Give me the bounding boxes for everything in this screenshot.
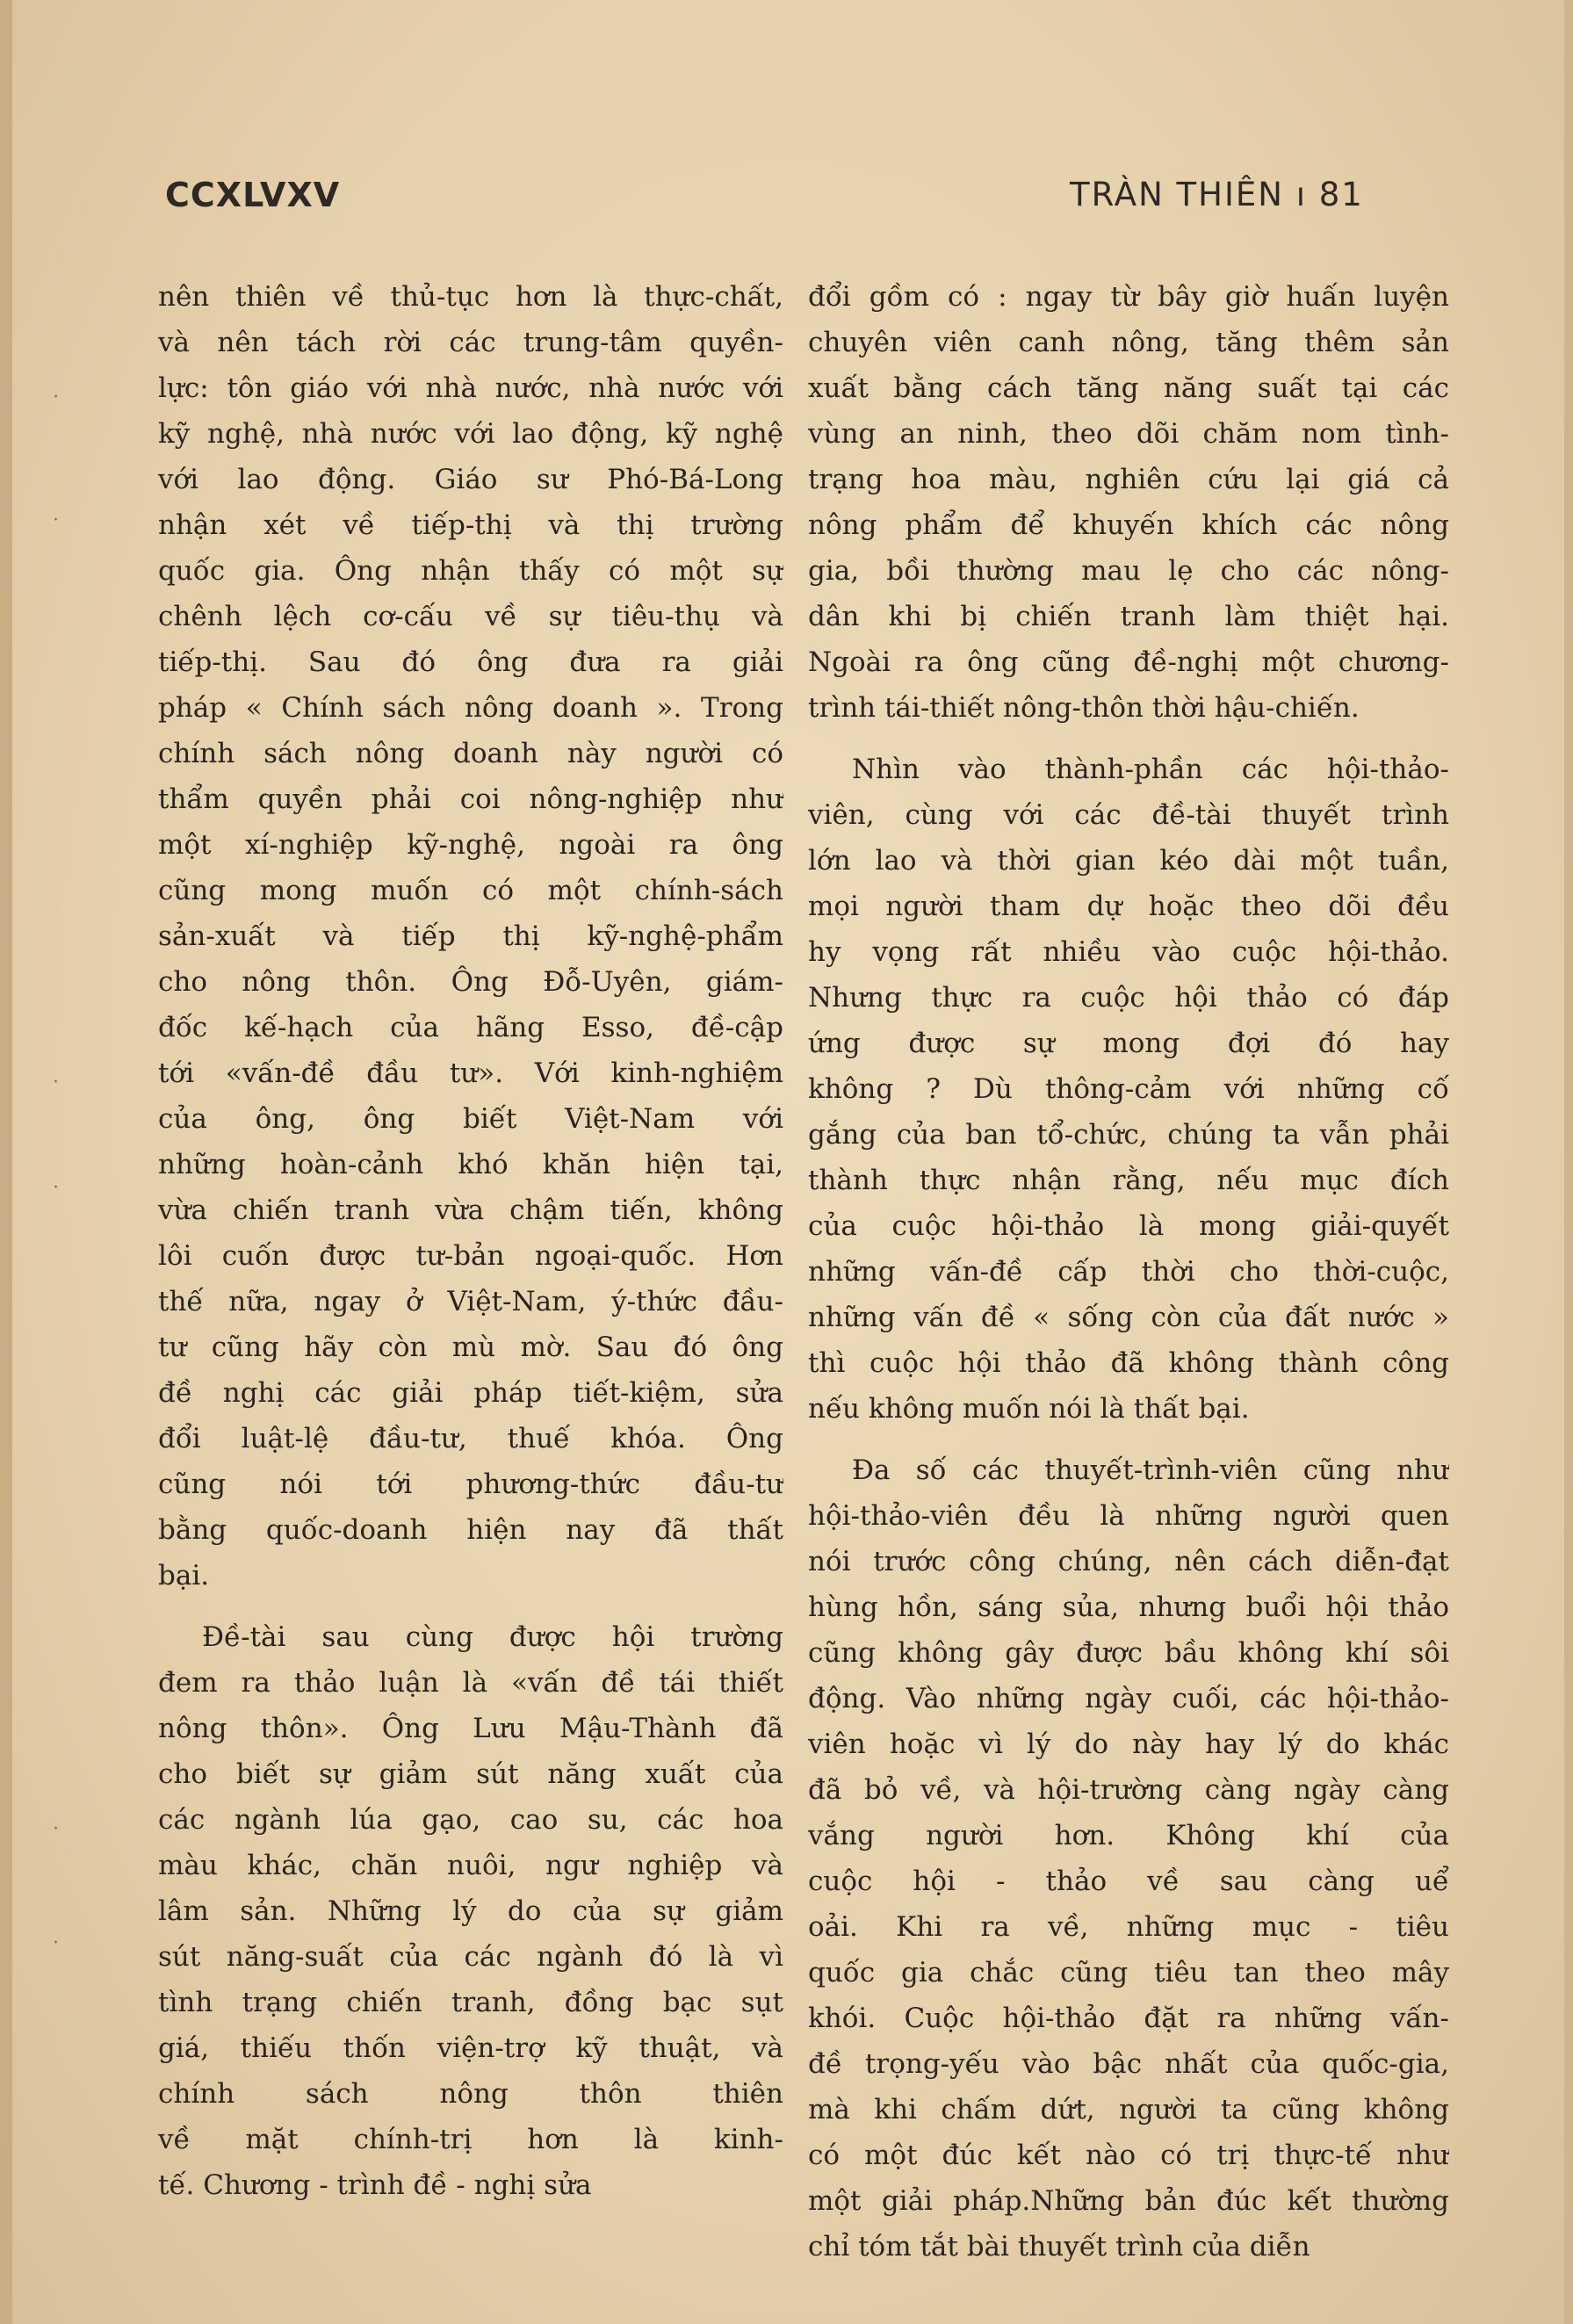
text-line: lôi cuốn được tư-bản ngoại-quốc. Hơn xyxy=(158,1240,783,1272)
text-line: lực: tôn giáo với nhà nước, nhà nước với xyxy=(158,372,783,404)
text-line: nên thiên về thủ-tục hơn là thực-chất, xyxy=(158,281,783,313)
text-line: của ông, ông biết Việt-Nam với xyxy=(158,1103,783,1135)
text-line: nói trước công chúng, nên cách diễn-đạt xyxy=(808,1546,1449,1577)
text-line: viên, cùng với các đề-tài thuyết trình xyxy=(808,799,1449,831)
text-line: có một đúc kết nào có trị thực-tế như xyxy=(808,2140,1449,2171)
text-line: vắng người hơn. Không khí của xyxy=(808,1820,1449,1851)
text-line: xuất bằng cách tăng năng suất tại các xyxy=(808,372,1449,404)
text-line: đổi luật-lệ đầu-tư, thuế khóa. Ông xyxy=(158,1423,783,1454)
text-line: tiếp-thị. Sau đó ông đưa ra giải xyxy=(158,646,783,678)
page-right-edge xyxy=(1564,0,1573,2324)
text-line: một giải pháp.Những bản đúc kết thường xyxy=(808,2185,1449,2217)
paragraph xyxy=(808,274,1449,731)
running-header-left: CCXLVXV xyxy=(165,176,341,214)
text-line: vừa chiến tranh vừa chậm tiến, không xyxy=(158,1194,783,1226)
text-line: lớn lao và thời gian kéo dài một tuần, xyxy=(808,845,1449,877)
text-line: sản-xuất và tiếp thị kỹ-nghệ-phẩm xyxy=(158,920,783,952)
text-line: pháp « Chính sách nông doanh ». Trong xyxy=(158,692,783,724)
binding-hole-mark: · xyxy=(53,509,59,531)
binding-hole-mark: · xyxy=(53,1818,59,1840)
binding-hole-mark: · xyxy=(53,1072,59,1093)
text-line: màu khác, chăn nuôi, ngư nghiệp và xyxy=(158,1850,783,1881)
text-line: đốc kế-hạch của hãng Esso, đề-cập xyxy=(158,1012,783,1043)
text-line: chuyên viên canh nông, tăng thêm sản xyxy=(808,327,1449,358)
text-line: về mặt chính-trị hơn là kinh- xyxy=(158,2124,783,2155)
text-line: dân khi bị chiến tranh làm thiệt hại. xyxy=(808,601,1449,632)
text-line: Đề-tài sau cùng được hội trường xyxy=(202,1621,783,1653)
text-line: trạng hoa màu, nghiên cứu lại giá cả xyxy=(808,464,1449,495)
text-line: với lao động. Giáo sư Phó-Bá-Long xyxy=(158,464,783,495)
text-line: khói. Cuộc hội-thảo đặt ra những vấn- xyxy=(808,2003,1449,2034)
text-line: gia, bồi thường mau lẹ cho các nông- xyxy=(808,555,1449,587)
text-line: giá, thiếu thốn viện-trợ kỹ thuật, và xyxy=(158,2032,783,2064)
text-line: quốc gia chắc cũng tiêu tan theo mây xyxy=(808,1957,1449,1988)
text-line: quốc gia. Ông nhận thấy có một sự xyxy=(158,555,783,587)
text-line: một xí-nghiệp kỹ-nghệ, ngoài ra ông xyxy=(158,829,783,861)
text-line: nếu không muốn nói là thất bại. xyxy=(808,1393,1250,1425)
text-line: chính sách nông thôn thiên xyxy=(158,2078,783,2110)
text-line: cũng không gây được bầu không khí sôi xyxy=(808,1637,1449,1669)
text-line: những vấn-đề cấp thời cho thời-cuộc, xyxy=(808,1256,1449,1288)
page-left-edge xyxy=(0,0,12,2324)
text-line: những vấn đề « sống còn của đất nước » xyxy=(808,1302,1449,1333)
text-line: thế nữa, ngay ở Việt-Nam, ý-thức đầu- xyxy=(158,1286,783,1317)
text-line: chỉ tóm tắt bài thuyết trình của diễn xyxy=(808,2231,1310,2263)
text-line: đã bỏ về, và hội-trường càng ngày càng xyxy=(808,1774,1449,1806)
text-line: Nhưng thực ra cuộc hội thảo có đáp xyxy=(808,982,1449,1014)
text-line: viên hoặc vì lý do này hay lý do khác xyxy=(808,1729,1449,1760)
paragraph xyxy=(158,274,783,1599)
text-line: những hoàn-cảnh khó khăn hiện tại, xyxy=(158,1149,783,1180)
text-line: đem ra thảo luận là «vấn đề tái thiết xyxy=(158,1667,783,1699)
text-line: nhận xét về tiếp-thị và thị trường xyxy=(158,509,783,541)
text-line: bại. xyxy=(158,1560,210,1591)
text-line: đề trọng-yếu vào bậc nhất của quốc-gia, xyxy=(808,2048,1449,2080)
text-line: tình trạng chiến tranh, đồng bạc sụt xyxy=(158,1987,783,2018)
text-line: vùng an ninh, theo dõi chăm nom tình- xyxy=(808,418,1449,450)
text-line: đề nghị các giải pháp tiết-kiệm, sửa xyxy=(158,1377,783,1409)
text-line: nông thôn». Ông Lưu Mậu-Thành đã xyxy=(158,1713,783,1744)
text-line: thẩm quyền phải coi nông-nghiệp như xyxy=(158,783,783,815)
text-line: gắng của ban tổ-chức, chúng ta vẫn phải xyxy=(808,1119,1449,1151)
text-line: Ngoài ra ông cũng đề-nghị một chương- xyxy=(808,646,1449,678)
text-line: thành thực nhận rằng, nếu mục đích xyxy=(808,1165,1449,1196)
binding-hole-mark: · xyxy=(53,386,59,408)
text-line: Đa số các thuyết-trình-viên cũng như xyxy=(852,1454,1449,1486)
text-line: tư cũng hãy còn mù mờ. Sau đó ông xyxy=(158,1332,783,1363)
text-line: cho biết sự giảm sút năng xuất của xyxy=(158,1758,783,1790)
text-line: hùng hồn, sáng sủa, nhưng buổi hội thảo xyxy=(808,1591,1449,1623)
text-line: Nhìn vào thành-phần các hội-thảo- xyxy=(852,754,1449,785)
text-line: chính sách nông doanh này người có xyxy=(158,738,783,769)
right-text-column xyxy=(808,274,1449,2270)
paragraph xyxy=(808,747,1449,1432)
text-line: sút năng-suất của các ngành đó là vì xyxy=(158,1941,783,1973)
text-line: bằng quốc-doanh hiện nay đã thất xyxy=(158,1514,783,1546)
text-line: cho nông thôn. Ông Đỗ-Uyên, giám- xyxy=(158,966,783,998)
text-line: thì cuộc hội thảo đã không thành công xyxy=(808,1347,1449,1379)
paragraph xyxy=(158,1614,783,2208)
text-line: nông phẩm để khuyến khích các nông xyxy=(808,509,1449,541)
text-line: chênh lệch cơ-cấu về sự tiêu-thụ và xyxy=(158,601,783,632)
text-line: hội-thảo-viên đều là những người quen xyxy=(808,1500,1449,1532)
text-line: và nên tách rời các trung-tâm quyền- xyxy=(158,327,783,358)
binding-hole-mark: · xyxy=(53,1177,59,1199)
text-line: trình tái-thiết nông-thôn thời hậu-chiến. xyxy=(808,692,1360,724)
text-line: đổi gồm có : ngay từ bây giờ huấn luyện xyxy=(808,281,1449,313)
text-line: tới «vấn-đề đầu tư». Với kinh-nghiệm xyxy=(158,1057,783,1089)
text-line: cũng mong muốn có một chính-sách xyxy=(158,875,783,906)
paragraph xyxy=(808,1447,1449,2270)
binding-hole-mark: · xyxy=(53,1932,59,1954)
text-line: kỹ nghệ, nhà nước với lao động, kỹ nghệ xyxy=(158,418,783,450)
running-header-right: TRÀN THIÊN ı 81 xyxy=(1070,176,1364,213)
text-line: không ? Dù thông-cảm với những cố xyxy=(808,1073,1449,1105)
text-line: động. Vào những ngày cuối, các hội-thảo- xyxy=(808,1683,1449,1714)
text-line: cuộc hội - thảo về sau càng uể xyxy=(808,1866,1449,1897)
left-text-column xyxy=(158,274,783,2208)
text-line: mà khi chấm dứt, người ta cũng không xyxy=(808,2094,1449,2126)
text-line: mọi người tham dự hoặc theo dõi đều xyxy=(808,891,1449,922)
text-line: các ngành lúa gạo, cao su, các hoa xyxy=(158,1804,783,1836)
text-line: oải. Khi ra về, những mục - tiêu xyxy=(808,1911,1449,1943)
text-line: hy vọng rất nhiều vào cuộc hội-thảo. xyxy=(808,936,1449,968)
text-line: cũng nói tới phương-thức đầu-tư xyxy=(158,1469,783,1500)
text-line: lâm sản. Những lý do của sự giảm xyxy=(158,1895,783,1927)
text-line: tế. Chương - trình đề - nghị sửa xyxy=(158,2169,592,2201)
text-line: ứng được sự mong đợi đó hay xyxy=(808,1028,1449,1059)
text-line: của cuộc hội-thảo là mong giải-quyết xyxy=(808,1210,1449,1242)
